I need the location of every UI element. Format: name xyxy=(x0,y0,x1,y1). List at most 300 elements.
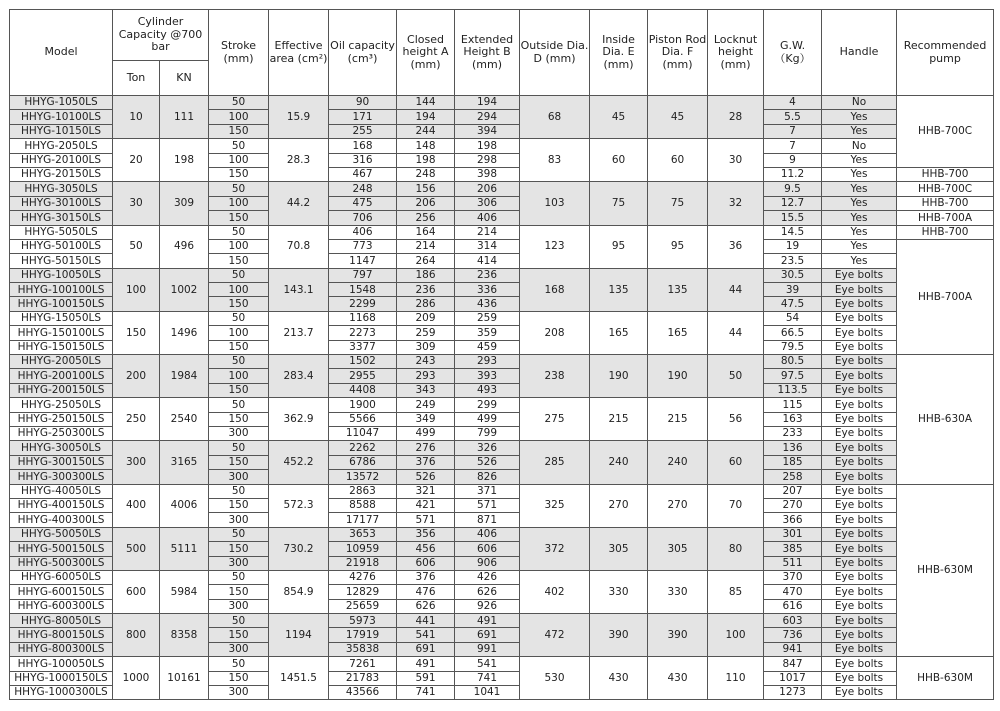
cell-gross-weight: 258 xyxy=(764,470,822,484)
cell-extended-height: 406 xyxy=(455,527,520,541)
cell-extended-height: 691 xyxy=(455,628,520,642)
cell-model: HHYG-250150LS xyxy=(10,412,113,426)
cell-handle: Eye bolts xyxy=(822,297,897,311)
cell-ton: 300 xyxy=(113,441,160,484)
cell-gross-weight: 39 xyxy=(764,283,822,297)
header-outside-dia: Outside Dia. D (mm) xyxy=(520,10,590,96)
cell-closed-height: 206 xyxy=(397,196,455,210)
header-ton: Ton xyxy=(113,61,160,96)
cell-recommended-pump: HHB-700A xyxy=(897,239,994,354)
cell-stroke: 150 xyxy=(209,124,269,138)
cell-handle: Yes xyxy=(822,254,897,268)
cell-effective-area: 283.4 xyxy=(269,355,329,398)
cell-extended-height: 571 xyxy=(455,498,520,512)
cell-model: HHYG-1000300LS xyxy=(10,686,113,700)
cell-handle: Yes xyxy=(822,182,897,196)
cell-ton: 150 xyxy=(113,311,160,354)
cell-handle: Eye bolts xyxy=(822,484,897,498)
cell-outside-dia: 285 xyxy=(520,441,590,484)
cell-handle: Yes xyxy=(822,153,897,167)
cell-extended-height: 326 xyxy=(455,441,520,455)
cell-kn: 1496 xyxy=(160,311,209,354)
cell-closed-height: 606 xyxy=(397,556,455,570)
cell-gross-weight: 79.5 xyxy=(764,340,822,354)
cell-ton: 400 xyxy=(113,484,160,527)
cell-stroke: 50 xyxy=(209,484,269,498)
cell-outside-dia: 68 xyxy=(520,96,590,139)
table-row xyxy=(10,96,994,110)
cell-model: HHYG-300300LS xyxy=(10,470,113,484)
cell-closed-height: 376 xyxy=(397,455,455,469)
cell-gross-weight: 47.5 xyxy=(764,297,822,311)
cell-piston-rod-dia: 75 xyxy=(648,182,708,225)
cell-stroke: 150 xyxy=(209,585,269,599)
table-row xyxy=(10,441,994,455)
cell-piston-rod-dia: 430 xyxy=(648,657,708,700)
cell-inside-dia: 45 xyxy=(590,96,648,139)
cell-extended-height: 314 xyxy=(455,239,520,253)
cell-gross-weight: 233 xyxy=(764,426,822,440)
cell-handle: Eye bolts xyxy=(822,311,897,325)
cell-closed-height: 264 xyxy=(397,254,455,268)
cell-piston-rod-dia: 45 xyxy=(648,96,708,139)
cell-extended-height: 359 xyxy=(455,326,520,340)
cell-oil-capacity: 1147 xyxy=(329,254,397,268)
cell-oil-capacity: 4408 xyxy=(329,383,397,397)
cell-gross-weight: 80.5 xyxy=(764,355,822,369)
cell-outside-dia: 208 xyxy=(520,311,590,354)
cell-oil-capacity: 773 xyxy=(329,239,397,253)
cell-inside-dia: 240 xyxy=(590,441,648,484)
cell-extended-height: 526 xyxy=(455,455,520,469)
cell-kn: 3165 xyxy=(160,441,209,484)
cell-effective-area: 70.8 xyxy=(269,225,329,268)
cell-oil-capacity: 17177 xyxy=(329,513,397,527)
cell-closed-height: 343 xyxy=(397,383,455,397)
cell-piston-rod-dia: 215 xyxy=(648,398,708,441)
cell-oil-capacity: 12829 xyxy=(329,585,397,599)
cell-handle: Yes xyxy=(822,124,897,138)
cell-handle: Eye bolts xyxy=(822,412,897,426)
cell-stroke: 100 xyxy=(209,369,269,383)
cell-extended-height: 1041 xyxy=(455,686,520,700)
cell-piston-rod-dia: 190 xyxy=(648,355,708,398)
cell-extended-height: 259 xyxy=(455,311,520,325)
cell-oil-capacity: 3653 xyxy=(329,527,397,541)
cell-stroke: 50 xyxy=(209,225,269,239)
cell-handle: Eye bolts xyxy=(822,657,897,671)
cell-gross-weight: 4 xyxy=(764,96,822,110)
cell-inside-dia: 135 xyxy=(590,268,648,311)
cell-effective-area: 28.3 xyxy=(269,139,329,182)
cell-closed-height: 156 xyxy=(397,182,455,196)
table-row xyxy=(10,268,994,282)
cell-locknut-height: 30 xyxy=(708,139,764,182)
cell-stroke: 150 xyxy=(209,455,269,469)
cell-gross-weight: 66.5 xyxy=(764,326,822,340)
cell-handle: Eye bolts xyxy=(822,642,897,656)
cell-ton: 500 xyxy=(113,527,160,570)
cell-piston-rod-dia: 330 xyxy=(648,570,708,613)
cell-handle: Eye bolts xyxy=(822,585,897,599)
cell-closed-height: 286 xyxy=(397,297,455,311)
cell-ton: 30 xyxy=(113,182,160,225)
cell-piston-rod-dia: 165 xyxy=(648,311,708,354)
cell-oil-capacity: 248 xyxy=(329,182,397,196)
cell-extended-height: 394 xyxy=(455,124,520,138)
cell-locknut-height: 44 xyxy=(708,311,764,354)
cell-ton: 100 xyxy=(113,268,160,311)
cell-model: HHYG-20100LS xyxy=(10,153,113,167)
cell-model: HHYG-100150LS xyxy=(10,297,113,311)
cell-stroke: 100 xyxy=(209,196,269,210)
cell-locknut-height: 80 xyxy=(708,527,764,570)
cell-handle: Eye bolts xyxy=(822,599,897,613)
cell-extended-height: 194 xyxy=(455,96,520,110)
cell-stroke: 150 xyxy=(209,498,269,512)
cell-handle: Yes xyxy=(822,211,897,225)
table-row xyxy=(10,311,994,325)
cell-kn: 5984 xyxy=(160,570,209,613)
cell-model: HHYG-250300LS xyxy=(10,426,113,440)
cell-closed-height: 499 xyxy=(397,426,455,440)
cell-model: HHYG-80050LS xyxy=(10,614,113,628)
cell-gross-weight: 23.5 xyxy=(764,254,822,268)
cell-kn: 1002 xyxy=(160,268,209,311)
cell-locknut-height: 100 xyxy=(708,614,764,657)
cell-oil-capacity: 171 xyxy=(329,110,397,124)
cell-model: HHYG-600300LS xyxy=(10,599,113,613)
cell-closed-height: 321 xyxy=(397,484,455,498)
cell-oil-capacity: 255 xyxy=(329,124,397,138)
header-piston-rod-dia: Piston Rod Dia. F (mm) xyxy=(648,10,708,96)
cell-locknut-height: 60 xyxy=(708,441,764,484)
cell-model: HHYG-15050LS xyxy=(10,311,113,325)
cell-ton: 200 xyxy=(113,355,160,398)
cell-closed-height: 691 xyxy=(397,642,455,656)
cell-extended-height: 426 xyxy=(455,570,520,584)
cell-gross-weight: 470 xyxy=(764,585,822,599)
cell-stroke: 100 xyxy=(209,326,269,340)
cell-inside-dia: 165 xyxy=(590,311,648,354)
cell-handle: Eye bolts xyxy=(822,686,897,700)
cell-closed-height: 248 xyxy=(397,167,455,181)
cell-model: HHYG-200100LS xyxy=(10,369,113,383)
cell-kn: 496 xyxy=(160,225,209,268)
cell-closed-height: 491 xyxy=(397,657,455,671)
cell-extended-height: 626 xyxy=(455,585,520,599)
cell-extended-height: 541 xyxy=(455,657,520,671)
cell-locknut-height: 32 xyxy=(708,182,764,225)
cell-model: HHYG-30100LS xyxy=(10,196,113,210)
cell-stroke: 300 xyxy=(209,599,269,613)
cell-model: HHYG-800300LS xyxy=(10,642,113,656)
cell-gross-weight: 1273 xyxy=(764,686,822,700)
cell-model: HHYG-500150LS xyxy=(10,542,113,556)
cell-stroke: 150 xyxy=(209,254,269,268)
cell-extended-height: 406 xyxy=(455,211,520,225)
cell-closed-height: 164 xyxy=(397,225,455,239)
cell-kn: 198 xyxy=(160,139,209,182)
cell-outside-dia: 238 xyxy=(520,355,590,398)
cell-model: HHYG-30150LS xyxy=(10,211,113,225)
cell-model: HHYG-50150LS xyxy=(10,254,113,268)
cell-extended-height: 491 xyxy=(455,614,520,628)
cell-closed-height: 148 xyxy=(397,139,455,153)
cell-oil-capacity: 406 xyxy=(329,225,397,239)
cell-model: HHYG-25050LS xyxy=(10,398,113,412)
cell-closed-height: 209 xyxy=(397,311,455,325)
cell-piston-rod-dia: 390 xyxy=(648,614,708,657)
cell-model: HHYG-2050LS xyxy=(10,139,113,153)
cell-gross-weight: 511 xyxy=(764,556,822,570)
cell-extended-height: 459 xyxy=(455,340,520,354)
cell-stroke: 300 xyxy=(209,556,269,570)
cell-stroke: 300 xyxy=(209,642,269,656)
cell-stroke: 150 xyxy=(209,412,269,426)
cell-recommended-pump: HHB-630M xyxy=(897,484,994,657)
cell-effective-area: 1451.5 xyxy=(269,657,329,700)
cell-handle: Eye bolts xyxy=(822,614,897,628)
cell-extended-height: 371 xyxy=(455,484,520,498)
cell-recommended-pump: HHB-700A xyxy=(897,211,994,225)
cell-extended-height: 606 xyxy=(455,542,520,556)
cell-model: HHYG-10150LS xyxy=(10,124,113,138)
cell-handle: Eye bolts xyxy=(822,369,897,383)
cell-stroke: 100 xyxy=(209,283,269,297)
cell-kn: 2540 xyxy=(160,398,209,441)
cell-stroke: 100 xyxy=(209,153,269,167)
cell-gross-weight: 11.2 xyxy=(764,167,822,181)
cell-ton: 250 xyxy=(113,398,160,441)
cell-gross-weight: 30.5 xyxy=(764,268,822,282)
cell-ton: 20 xyxy=(113,139,160,182)
cell-stroke: 50 xyxy=(209,139,269,153)
cell-outside-dia: 275 xyxy=(520,398,590,441)
cell-closed-height: 626 xyxy=(397,599,455,613)
cell-closed-height: 541 xyxy=(397,628,455,642)
cell-closed-height: 456 xyxy=(397,542,455,556)
cell-closed-height: 741 xyxy=(397,686,455,700)
cell-handle: Eye bolts xyxy=(822,283,897,297)
header-capacity: Cylinder Capacity @700 bar xyxy=(113,10,209,61)
cell-gross-weight: 7 xyxy=(764,139,822,153)
cell-model: HHYG-50050LS xyxy=(10,527,113,541)
cell-stroke: 50 xyxy=(209,657,269,671)
cell-closed-height: 441 xyxy=(397,614,455,628)
cell-kn: 4006 xyxy=(160,484,209,527)
cell-kn: 10161 xyxy=(160,657,209,700)
cell-handle: Eye bolts xyxy=(822,542,897,556)
cell-stroke: 50 xyxy=(209,398,269,412)
cell-handle: Yes xyxy=(822,225,897,239)
header-effective-area: Effective area (cm²) xyxy=(269,10,329,96)
cell-stroke: 300 xyxy=(209,426,269,440)
table-row xyxy=(10,570,994,584)
cell-outside-dia: 103 xyxy=(520,182,590,225)
cell-extended-height: 991 xyxy=(455,642,520,656)
cell-oil-capacity: 11047 xyxy=(329,426,397,440)
cell-oil-capacity: 2273 xyxy=(329,326,397,340)
header-model: Model xyxy=(10,10,113,96)
cell-extended-height: 206 xyxy=(455,182,520,196)
cell-oil-capacity: 3377 xyxy=(329,340,397,354)
cell-gross-weight: 15.5 xyxy=(764,211,822,225)
cell-model: HHYG-40050LS xyxy=(10,484,113,498)
cell-oil-capacity: 1168 xyxy=(329,311,397,325)
cell-extended-height: 906 xyxy=(455,556,520,570)
cell-closed-height: 243 xyxy=(397,355,455,369)
cell-closed-height: 198 xyxy=(397,153,455,167)
cell-extended-height: 306 xyxy=(455,196,520,210)
cell-effective-area: 143.1 xyxy=(269,268,329,311)
cell-kn: 8358 xyxy=(160,614,209,657)
table-row xyxy=(10,398,994,412)
cell-recommended-pump: HHB-700 xyxy=(897,225,994,239)
cell-oil-capacity: 316 xyxy=(329,153,397,167)
header-stroke: Stroke (mm) xyxy=(209,10,269,96)
cell-extended-height: 741 xyxy=(455,671,520,685)
cell-handle: Eye bolts xyxy=(822,383,897,397)
cell-effective-area: 44.2 xyxy=(269,182,329,225)
cell-gross-weight: 270 xyxy=(764,498,822,512)
cell-effective-area: 572.3 xyxy=(269,484,329,527)
cell-oil-capacity: 1548 xyxy=(329,283,397,297)
cell-closed-height: 356 xyxy=(397,527,455,541)
cell-stroke: 50 xyxy=(209,96,269,110)
cell-closed-height: 259 xyxy=(397,326,455,340)
cell-gross-weight: 370 xyxy=(764,570,822,584)
cell-gross-weight: 847 xyxy=(764,657,822,671)
cell-outside-dia: 530 xyxy=(520,657,590,700)
cell-outside-dia: 372 xyxy=(520,527,590,570)
header-closed-height: Closed height A (mm) xyxy=(397,10,455,96)
cell-oil-capacity: 13572 xyxy=(329,470,397,484)
cell-gross-weight: 115 xyxy=(764,398,822,412)
cell-gross-weight: 136 xyxy=(764,441,822,455)
cell-model: HHYG-20150LS xyxy=(10,167,113,181)
cell-handle: Yes xyxy=(822,196,897,210)
cell-inside-dia: 190 xyxy=(590,355,648,398)
header-extended-height: Extended Height B (mm) xyxy=(455,10,520,96)
cell-recommended-pump: HHB-630A xyxy=(897,355,994,485)
header-gross-weight: G.W. （Kg） xyxy=(764,10,822,96)
cell-oil-capacity: 2299 xyxy=(329,297,397,311)
cell-piston-rod-dia: 135 xyxy=(648,268,708,311)
cell-gross-weight: 5.5 xyxy=(764,110,822,124)
cell-locknut-height: 44 xyxy=(708,268,764,311)
cell-gross-weight: 12.7 xyxy=(764,196,822,210)
cell-locknut-height: 36 xyxy=(708,225,764,268)
table-row xyxy=(10,614,994,628)
cell-stroke: 150 xyxy=(209,383,269,397)
cell-handle: Eye bolts xyxy=(822,268,897,282)
cell-stroke: 150 xyxy=(209,628,269,642)
cell-handle: Eye bolts xyxy=(822,527,897,541)
cell-model: HHYG-300150LS xyxy=(10,455,113,469)
cell-oil-capacity: 797 xyxy=(329,268,397,282)
cell-handle: No xyxy=(822,96,897,110)
cell-closed-height: 591 xyxy=(397,671,455,685)
cell-oil-capacity: 4276 xyxy=(329,570,397,584)
cell-ton: 50 xyxy=(113,225,160,268)
cell-locknut-height: 85 xyxy=(708,570,764,613)
cell-inside-dia: 305 xyxy=(590,527,648,570)
cell-extended-height: 499 xyxy=(455,412,520,426)
cell-oil-capacity: 8588 xyxy=(329,498,397,512)
cell-handle: Eye bolts xyxy=(822,426,897,440)
cell-stroke: 150 xyxy=(209,211,269,225)
cell-stroke: 150 xyxy=(209,542,269,556)
cell-model: HHYG-60050LS xyxy=(10,570,113,584)
cell-inside-dia: 215 xyxy=(590,398,648,441)
cell-handle: Eye bolts xyxy=(822,326,897,340)
cell-ton: 10 xyxy=(113,96,160,139)
header-handle: Handle xyxy=(822,10,897,96)
cell-kn: 309 xyxy=(160,182,209,225)
cell-effective-area: 854.9 xyxy=(269,570,329,613)
cell-model: HHYG-150100LS xyxy=(10,326,113,340)
cell-effective-area: 213.7 xyxy=(269,311,329,354)
cell-handle: Eye bolts xyxy=(822,556,897,570)
cell-handle: Eye bolts xyxy=(822,470,897,484)
cell-effective-area: 730.2 xyxy=(269,527,329,570)
cell-handle: Yes xyxy=(822,167,897,181)
cell-piston-rod-dia: 270 xyxy=(648,484,708,527)
cell-model: HHYG-1000150LS xyxy=(10,671,113,685)
cell-handle: Eye bolts xyxy=(822,513,897,527)
cell-kn: 5111 xyxy=(160,527,209,570)
cell-extended-height: 298 xyxy=(455,153,520,167)
cell-closed-height: 214 xyxy=(397,239,455,253)
cell-locknut-height: 70 xyxy=(708,484,764,527)
cell-oil-capacity: 475 xyxy=(329,196,397,210)
header-kn: KN xyxy=(160,61,209,96)
cell-outside-dia: 472 xyxy=(520,614,590,657)
cell-stroke: 50 xyxy=(209,311,269,325)
cell-oil-capacity: 2863 xyxy=(329,484,397,498)
cell-extended-height: 926 xyxy=(455,599,520,613)
cell-model: HHYG-400300LS xyxy=(10,513,113,527)
cell-gross-weight: 941 xyxy=(764,642,822,656)
cell-oil-capacity: 168 xyxy=(329,139,397,153)
cell-gross-weight: 603 xyxy=(764,614,822,628)
cell-model: HHYG-10100LS xyxy=(10,110,113,124)
cell-gross-weight: 9 xyxy=(764,153,822,167)
cell-oil-capacity: 43566 xyxy=(329,686,397,700)
cell-oil-capacity: 1502 xyxy=(329,355,397,369)
cell-stroke: 50 xyxy=(209,268,269,282)
cell-outside-dia: 402 xyxy=(520,570,590,613)
header-recommended-pump: Recommended pump xyxy=(897,10,994,96)
cell-gross-weight: 7 xyxy=(764,124,822,138)
cell-recommended-pump: HHB-700 xyxy=(897,167,994,181)
cell-model: HHYG-800150LS xyxy=(10,628,113,642)
cell-inside-dia: 95 xyxy=(590,225,648,268)
cell-extended-height: 398 xyxy=(455,167,520,181)
cell-closed-height: 244 xyxy=(397,124,455,138)
cell-model: HHYG-20050LS xyxy=(10,355,113,369)
cell-oil-capacity: 6786 xyxy=(329,455,397,469)
cell-extended-height: 293 xyxy=(455,355,520,369)
cell-oil-capacity: 90 xyxy=(329,96,397,110)
cell-outside-dia: 168 xyxy=(520,268,590,311)
cell-closed-height: 421 xyxy=(397,498,455,512)
cell-piston-rod-dia: 60 xyxy=(648,139,708,182)
cell-model: HHYG-200150LS xyxy=(10,383,113,397)
cell-oil-capacity: 17919 xyxy=(329,628,397,642)
cell-stroke: 300 xyxy=(209,513,269,527)
